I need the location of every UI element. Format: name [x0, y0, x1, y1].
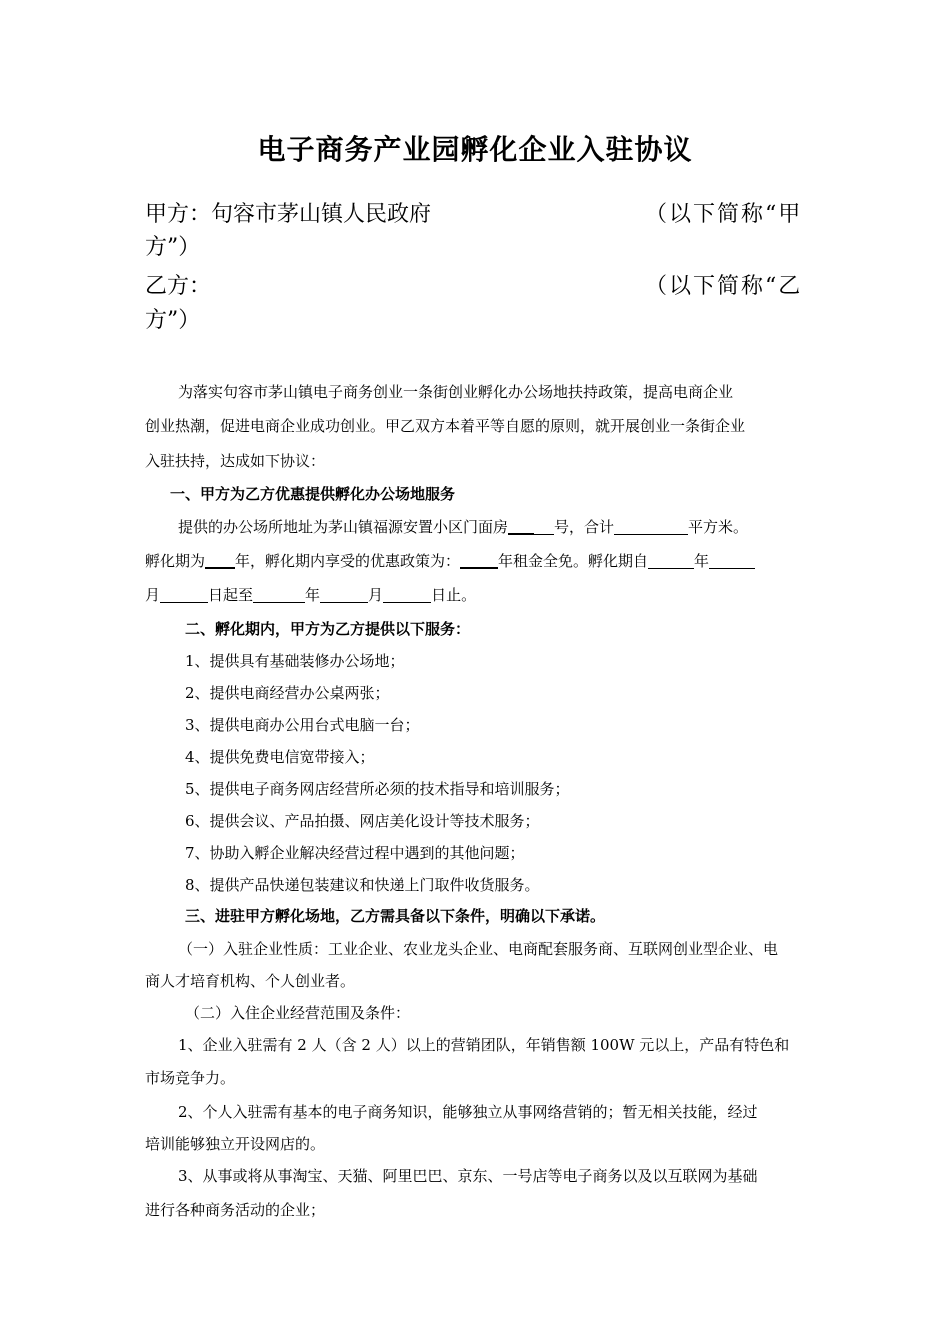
nature-line-1: （一）入驻企业性质：工业企业、农业龙头企业、电商配套服务商、互联网创业型企业、电 — [178, 940, 779, 958]
service-item-4: 4、提供免费电信宽带接入； — [185, 748, 375, 766]
line2-text-b: 年，孵化期内享受的优惠政策为： — [235, 552, 461, 570]
condition-2-line-2: 培训能够独立开设网店的。 — [145, 1135, 326, 1153]
intro-line-2: 创业热潮，促进电商企业成功创业。甲乙双方本着平等自愿的原则，就开展创业一条街企业 — [145, 417, 746, 435]
service-item-7: 7、协助入孵企业解决经营过程中遇到的其他问题； — [185, 844, 525, 862]
document-title: 电子商务产业园孵化企业入驻协议 — [257, 133, 693, 166]
line3-text-b: 日起至 — [208, 586, 254, 604]
section-1-line-2 — [145, 550, 755, 571]
party-b-label: 乙方： — [145, 274, 212, 299]
start-day-blank[interactable] — [160, 586, 208, 603]
service-item-3: 3、提供电商办公用台式电脑一台； — [185, 716, 420, 734]
condition-1-line-1: 1、企业入驻需有 2 人（含 2 人）以上的营销团队，年销售额 100W 元以上，产品有特色和 — [178, 1036, 790, 1054]
line2-text-d: 年 — [694, 552, 710, 570]
line2-text-a: 孵化期为 — [145, 552, 206, 570]
line1-text-a: 提供的办公场所地址为茅山镇福源安置小区门面房 — [178, 518, 509, 536]
nature-line-2: 商人才培育机构、个人创业者。 — [145, 972, 356, 990]
incubation-years-blank[interactable] — [205, 551, 235, 569]
condition-1-line-2: 市场竞争力。 — [145, 1069, 236, 1087]
room-number-blank-ext — [534, 518, 554, 535]
service-item-6: 6、提供会议、产品拍摄、网店美化设计等技术服务； — [185, 812, 540, 830]
line1-text-c: 平方米。 — [688, 518, 749, 536]
section-1-heading: 一、甲方为乙方优惠提供孵化办公场地服务 — [170, 485, 456, 503]
condition-3-line-2: 进行各种商务活动的企业； — [145, 1201, 326, 1219]
section-1-line-1 — [178, 516, 748, 537]
end-day-blank[interactable] — [383, 586, 431, 603]
section-3-heading: 三、进驻甲方孵化场地，乙方需具备以下条件，明确以下承诺。 — [185, 907, 606, 925]
rent-free-years-blank[interactable] — [460, 551, 498, 569]
service-item-8: 8、提供产品快递包装建议和快递上门取件收货服务。 — [185, 876, 540, 894]
intro-line-3: 入驻扶持，达成如下协议： — [145, 452, 326, 470]
line2-text-c: 年租金全免。孵化期自 — [498, 552, 649, 570]
area-blank[interactable] — [614, 518, 688, 535]
service-item-1: 1、提供具有基础装修办公场地； — [185, 652, 405, 670]
line3-text-a: 月 — [145, 586, 161, 604]
start-month-blank[interactable] — [709, 552, 755, 569]
party-b-note-cont: 方”） — [145, 308, 201, 333]
party-a-note: （以下简称“甲 — [645, 202, 803, 227]
intro-line-1: 为落实句容市茅山镇电子商务创业一条街创业孵化办公场地扶持政策，提高电商企业 — [178, 383, 734, 401]
line3-text-d: 月 — [368, 586, 384, 604]
start-year-blank[interactable] — [648, 552, 694, 569]
party-b-note: （以下简称“乙 — [645, 274, 803, 299]
party-a-note-cont: 方”） — [145, 235, 201, 260]
scope-heading: （二）入住企业经营范围及条件： — [185, 1004, 411, 1022]
section-2-heading: 二、孵化期内，甲方为乙方提供以下服务： — [185, 620, 471, 638]
party-a-label: 甲方：句容市茅山镇人民政府 — [145, 202, 432, 227]
section-1-line-3 — [145, 584, 476, 605]
line3-text-c: 年 — [305, 586, 321, 604]
line3-text-e: 日止。 — [431, 586, 477, 604]
service-item-5: 5、提供电子商务网店经营所必须的技术指导和培训服务； — [185, 780, 570, 798]
line1-text-b: 号，合计 — [554, 518, 615, 536]
service-item-2: 2、提供电商经营办公桌两张； — [185, 684, 390, 702]
end-year-blank[interactable] — [253, 586, 305, 603]
condition-2-line-1: 2、个人入驻需有基本的电子商务知识，能够独立从事网络营销的；暂无相关技能，经过 — [178, 1103, 758, 1121]
end-month-blank[interactable] — [320, 586, 368, 603]
condition-3-line-1: 3、从事或将从事淘宝、天猫、阿里巴巴、京东、一号店等电子商务以及以互联网为基础 — [178, 1167, 758, 1185]
room-number-blank[interactable] — [508, 517, 534, 535]
